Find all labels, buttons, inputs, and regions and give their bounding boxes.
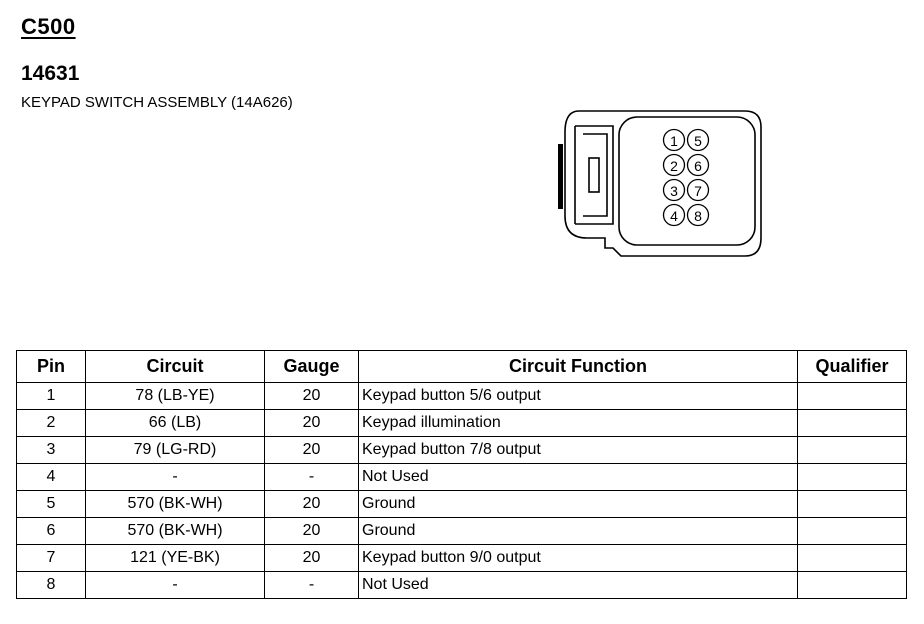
pin-cell: 5 [17, 491, 86, 518]
gauge-cell: 20 [265, 383, 359, 410]
gauge-cell: 20 [265, 518, 359, 545]
qualifier-cell [798, 518, 907, 545]
pin-label-4: 4 [670, 208, 678, 224]
gauge-cell: 20 [265, 545, 359, 572]
function-cell: Keypad button 9/0 output [359, 545, 798, 572]
table-row [17, 572, 907, 599]
table-row [17, 545, 907, 572]
circuit-cell: 121 (YE-BK) [86, 545, 265, 572]
table-row [17, 464, 907, 491]
qualifier-cell [798, 491, 907, 518]
pin-label-6: 6 [694, 158, 702, 174]
circuit-cell: 570 (BK-WH) [86, 491, 265, 518]
pin-cavity-outline [619, 117, 755, 245]
pin-label-2: 2 [670, 158, 678, 174]
gauge-cell: - [265, 464, 359, 491]
qualifier-cell [798, 383, 907, 410]
part-number: 14631 [21, 62, 80, 85]
function-cell: Ground [359, 518, 798, 545]
gauge-cell: 20 [265, 491, 359, 518]
pin-label-7: 7 [694, 183, 702, 199]
pin-label-3: 3 [670, 183, 678, 199]
header-qualifier: Qualifier [798, 351, 907, 383]
qualifier-cell [798, 437, 907, 464]
qualifier-cell [798, 545, 907, 572]
function-cell: Not Used [359, 572, 798, 599]
header-circuit: Circuit [86, 351, 265, 383]
pin-label-8: 8 [694, 208, 702, 224]
function-cell: Keypad button 7/8 output [359, 437, 798, 464]
header-circuit-function: Circuit Function [359, 351, 798, 383]
function-cell: Keypad button 5/6 output [359, 383, 798, 410]
header-gauge: Gauge [265, 351, 359, 383]
gauge-cell: 20 [265, 410, 359, 437]
pin-label-1: 1 [670, 133, 678, 149]
gauge-cell: 20 [265, 437, 359, 464]
function-cell: Ground [359, 491, 798, 518]
circuit-cell: - [86, 572, 265, 599]
qualifier-cell [798, 410, 907, 437]
table-row [17, 491, 907, 518]
table-row [17, 410, 907, 437]
pin-cell: 4 [17, 464, 86, 491]
connector-housing-outline [565, 111, 761, 256]
housing-side-edge [558, 144, 563, 209]
connector-face-diagram [549, 108, 767, 263]
pin-cell: 6 [17, 518, 86, 545]
table-row [17, 383, 907, 410]
pin-cell: 1 [17, 383, 86, 410]
pin-cell: 2 [17, 410, 86, 437]
pin-cell: 3 [17, 437, 86, 464]
qualifier-cell [798, 464, 907, 491]
circuit-cell: - [86, 464, 265, 491]
circuit-cell: 66 (LB) [86, 410, 265, 437]
pinout-table [16, 350, 907, 599]
circuit-cell: 79 (LG-RD) [86, 437, 265, 464]
pin-label-5: 5 [694, 133, 702, 149]
table-row [17, 518, 907, 545]
pin-cell: 7 [17, 545, 86, 572]
qualifier-cell [798, 572, 907, 599]
pin-cell: 8 [17, 572, 86, 599]
header-pin: Pin [17, 351, 86, 383]
function-cell: Keypad illumination [359, 410, 798, 437]
connector-id: C500 [21, 14, 76, 39]
table-row [17, 437, 907, 464]
component-description: KEYPAD SWITCH ASSEMBLY (14A626) [21, 94, 293, 111]
circuit-cell: 570 (BK-WH) [86, 518, 265, 545]
circuit-cell: 78 (LB-YE) [86, 383, 265, 410]
table-header-row [17, 351, 907, 383]
gauge-cell: - [265, 572, 359, 599]
function-cell: Not Used [359, 464, 798, 491]
